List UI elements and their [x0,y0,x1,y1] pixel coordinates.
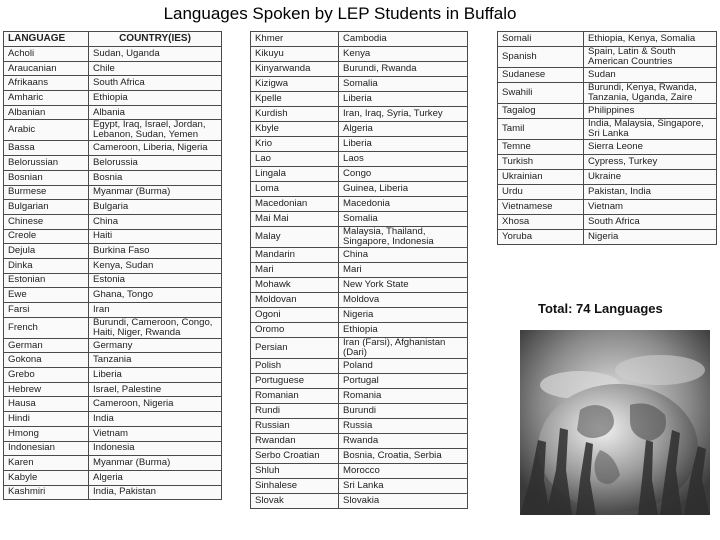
language-cell: Mai Mai [251,212,339,227]
table-row [4,426,222,441]
country-cell: Ghana, Tongo [89,288,222,303]
page-title: Languages Spoken by LEP Students in Buffalo [163,4,517,23]
table-row [251,338,468,359]
country-cell: Malaysia, Thailand, Singapore, Indonesia [339,227,468,248]
country-cell: Russia [339,419,468,434]
language-cell: Kbyle [251,122,339,137]
total-languages-label: Total: 74 Languages [538,301,663,316]
language-cell: Creole [4,229,89,244]
table-row [4,470,222,485]
country-cell: Liberia [339,137,468,152]
country-cell: Burundi, Rwanda [339,62,468,77]
table-row [4,258,222,273]
table-row [251,374,468,389]
language-cell: Hebrew [4,382,89,397]
language-cell: Amharic [4,91,89,106]
table-row [498,185,717,200]
languages-table-2 [250,31,468,509]
table-row [251,227,468,248]
table-row [251,152,468,167]
country-cell: India [89,412,222,427]
table-row [498,47,717,68]
language-cell: Kurdish [251,107,339,122]
language-cell: Yoruba [498,230,584,245]
header-row [4,32,222,47]
country-cell: Iran, Iraq, Syria, Turkey [339,107,468,122]
table-row [498,230,717,245]
country-cell: Burkina Faso [89,244,222,259]
country-cell: Egypt, Iraq, Israel, Jordan, Lebanon, Sudan, Yemen [89,120,222,141]
language-cell: Arabic [4,120,89,141]
table-row [4,244,222,259]
language-cell: Grebo [4,368,89,383]
country-cell: Nigeria [339,308,468,323]
language-cell: Bassa [4,141,89,156]
language-cell: Sinhalese [251,479,339,494]
table-row [251,107,468,122]
country-cell: Rwanda [339,434,468,449]
language-cell: Lao [251,152,339,167]
country-cell: Cameroon, Nigeria [89,397,222,412]
table-row [4,200,222,215]
table-row [251,92,468,107]
table-row [4,412,222,427]
table-row [251,308,468,323]
globe-hands-photo-icon [520,330,710,515]
country-cell: Bulgaria [89,200,222,215]
country-cell: Bosnia [89,170,222,185]
country-cell: Sudan, Uganda [89,47,222,62]
country-cell: Burundi [339,404,468,419]
language-cell: Vietnamese [498,200,584,215]
language-cell: Romanian [251,389,339,404]
language-cell: Somali [498,32,584,47]
table-row [4,185,222,200]
table-row [498,32,717,47]
country-cell: Myanmar (Burma) [89,185,222,200]
language-cell: Swahili [498,83,584,104]
language-cell: Indonesian [4,441,89,456]
table-row [4,273,222,288]
language-cell: Kikuyu [251,47,339,62]
table-row [4,141,222,156]
country-cell: Albania [89,105,222,120]
country-cell: South Africa [89,76,222,91]
table-row [251,77,468,92]
country-cell: Pakistan, India [584,185,717,200]
table-row [251,32,468,47]
language-cell: Oromo [251,323,339,338]
language-cell: Araucanian [4,61,89,76]
language-cell: Belorussian [4,156,89,171]
country-cell: Israel, Palestine [89,382,222,397]
country-cell: Liberia [339,92,468,107]
table-row [498,83,717,104]
table-row [251,359,468,374]
table-row [498,170,717,185]
language-cell: Ewe [4,288,89,303]
country-cell: Poland [339,359,468,374]
table-row [4,214,222,229]
country-cell: Liberia [89,368,222,383]
country-cell: Philippines [584,104,717,119]
table-row [4,441,222,456]
table-row [4,76,222,91]
country-cell: Spain, Latin & South American Countries [584,47,717,68]
table-row [4,397,222,412]
table-row [251,122,468,137]
table-row [251,62,468,77]
table-row [251,278,468,293]
language-cell: Bosnian [4,170,89,185]
language-cell: Ogoni [251,308,339,323]
country-header: COUNTRY(IES) [89,32,222,47]
language-cell: Bulgarian [4,200,89,215]
language-cell: Mandarin [251,248,339,263]
country-cell: Algeria [339,122,468,137]
language-cell: Shluh [251,464,339,479]
table-row [498,119,717,140]
language-cell: Mohawk [251,278,339,293]
language-cell: Mari [251,263,339,278]
country-cell: Tanzania [89,353,222,368]
country-cell: Portugal [339,374,468,389]
language-cell: Kinyarwanda [251,62,339,77]
language-cell: Hindi [4,412,89,427]
country-cell: Chile [89,61,222,76]
table-row [251,248,468,263]
language-cell: Tamil [498,119,584,140]
table-row [251,479,468,494]
country-cell: Morocco [339,464,468,479]
country-cell: Ethiopia, Kenya, Somalia [584,32,717,47]
country-cell: Bosnia, Croatia, Serbia [339,449,468,464]
language-cell: Karen [4,456,89,471]
language-cell: Persian [251,338,339,359]
country-cell: Cambodia [339,32,468,47]
language-cell: Kabyle [4,470,89,485]
country-cell: Guinea, Liberia [339,182,468,197]
language-cell: Hmong [4,426,89,441]
language-cell: Ukrainian [498,170,584,185]
language-cell: Loma [251,182,339,197]
language-cell: Spanish [498,47,584,68]
table-row [498,104,717,119]
table-row [251,389,468,404]
table-row [498,140,717,155]
country-cell: India, Pakistan [89,485,222,500]
table-row [4,303,222,318]
table-row [498,155,717,170]
table-row [4,105,222,120]
country-cell: Sudan [584,68,717,83]
country-cell: Indonesia [89,441,222,456]
country-cell: Ethiopia [339,323,468,338]
table-row [251,263,468,278]
country-cell: Ethiopia [89,91,222,106]
language-cell: Serbo Croatian [251,449,339,464]
language-cell: Albanian [4,105,89,120]
table-row [251,167,468,182]
country-cell: Iran (Farsi), Afghanistan (Dari) [339,338,468,359]
table-row [251,47,468,62]
table-row [251,449,468,464]
language-cell: Kashmiri [4,485,89,500]
table-row [4,170,222,185]
country-cell: Myanmar (Burma) [89,456,222,471]
language-cell: Polish [251,359,339,374]
language-cell: Krio [251,137,339,152]
table-row [251,137,468,152]
table-row [251,494,468,509]
language-cell: Farsi [4,303,89,318]
table-row [251,404,468,419]
country-cell: Macedonia [339,197,468,212]
country-cell: Kenya, Sudan [89,258,222,273]
country-cell: Belorussia [89,156,222,171]
country-cell: Laos [339,152,468,167]
table-row [4,353,222,368]
country-cell: Burundi, Kenya, Rwanda, Tanzania, Uganda, Zaire [584,83,717,104]
country-cell: Haiti [89,229,222,244]
table-row [498,68,717,83]
country-cell: Mari [339,263,468,278]
country-cell: Sierra Leone [584,140,717,155]
language-cell: Temne [498,140,584,155]
table-row [4,288,222,303]
table-row [251,434,468,449]
country-cell: Vietnam [89,426,222,441]
language-cell: Hausa [4,397,89,412]
table-row [251,212,468,227]
country-cell: Congo [339,167,468,182]
country-cell: Moldova [339,293,468,308]
country-cell: Cypress, Turkey [584,155,717,170]
language-cell: Rundi [251,404,339,419]
table-row [251,323,468,338]
country-cell: India, Malaysia, Singapore, Sri Lanka [584,119,717,140]
country-cell: China [89,214,222,229]
country-cell: South Africa [584,215,717,230]
table-row [251,182,468,197]
language-cell: Macedonian [251,197,339,212]
table-row [4,61,222,76]
languages-table-1 [3,31,222,500]
table-row [4,229,222,244]
table-row [4,91,222,106]
country-cell: Slovakia [339,494,468,509]
language-cell: Dinka [4,258,89,273]
language-cell: Moldovan [251,293,339,308]
table-row [251,197,468,212]
language-cell: Khmer [251,32,339,47]
table-row [4,456,222,471]
country-cell: New York State [339,278,468,293]
language-header: LANGUAGE [4,32,89,47]
country-cell: Nigeria [584,230,717,245]
table-row [4,317,222,338]
language-cell: Xhosa [498,215,584,230]
language-cell: Sudanese [498,68,584,83]
table-row [498,200,717,215]
table-row [4,156,222,171]
country-cell: Romania [339,389,468,404]
language-cell: Urdu [498,185,584,200]
language-cell: Gokona [4,353,89,368]
table-row [251,464,468,479]
country-cell: China [339,248,468,263]
country-cell: Somalia [339,77,468,92]
language-cell: Acholi [4,47,89,62]
country-cell: Sri Lanka [339,479,468,494]
language-cell: Chinese [4,214,89,229]
table-row [4,368,222,383]
table-row [4,120,222,141]
country-cell: Ukraine [584,170,717,185]
country-cell: Burundi, Cameroon, Congo, Haiti, Niger, Rwanda [89,317,222,338]
language-cell: Kpelle [251,92,339,107]
language-cell: Kizigwa [251,77,339,92]
country-cell: Vietnam [584,200,717,215]
table-row [4,338,222,353]
language-cell: Slovak [251,494,339,509]
country-cell: Cameroon, Liberia, Nigeria [89,141,222,156]
table-row [4,382,222,397]
country-cell: Algeria [89,470,222,485]
country-cell: Iran [89,303,222,318]
language-cell: French [4,317,89,338]
table-row [251,419,468,434]
language-cell: Rwandan [251,434,339,449]
table-row [4,485,222,500]
languages-table-3 [497,31,717,245]
table-row [251,293,468,308]
table-row [4,47,222,62]
language-cell: Burmese [4,185,89,200]
language-cell: Malay [251,227,339,248]
country-cell: Kenya [339,47,468,62]
country-cell: Germany [89,338,222,353]
language-cell: German [4,338,89,353]
country-cell: Estonia [89,273,222,288]
language-cell: Portuguese [251,374,339,389]
language-cell: Lingala [251,167,339,182]
language-cell: Tagalog [498,104,584,119]
language-cell: Estonian [4,273,89,288]
language-cell: Dejula [4,244,89,259]
language-cell: Turkish [498,155,584,170]
language-cell: Afrikaans [4,76,89,91]
country-cell: Somalia [339,212,468,227]
language-cell: Russian [251,419,339,434]
table-row [498,215,717,230]
